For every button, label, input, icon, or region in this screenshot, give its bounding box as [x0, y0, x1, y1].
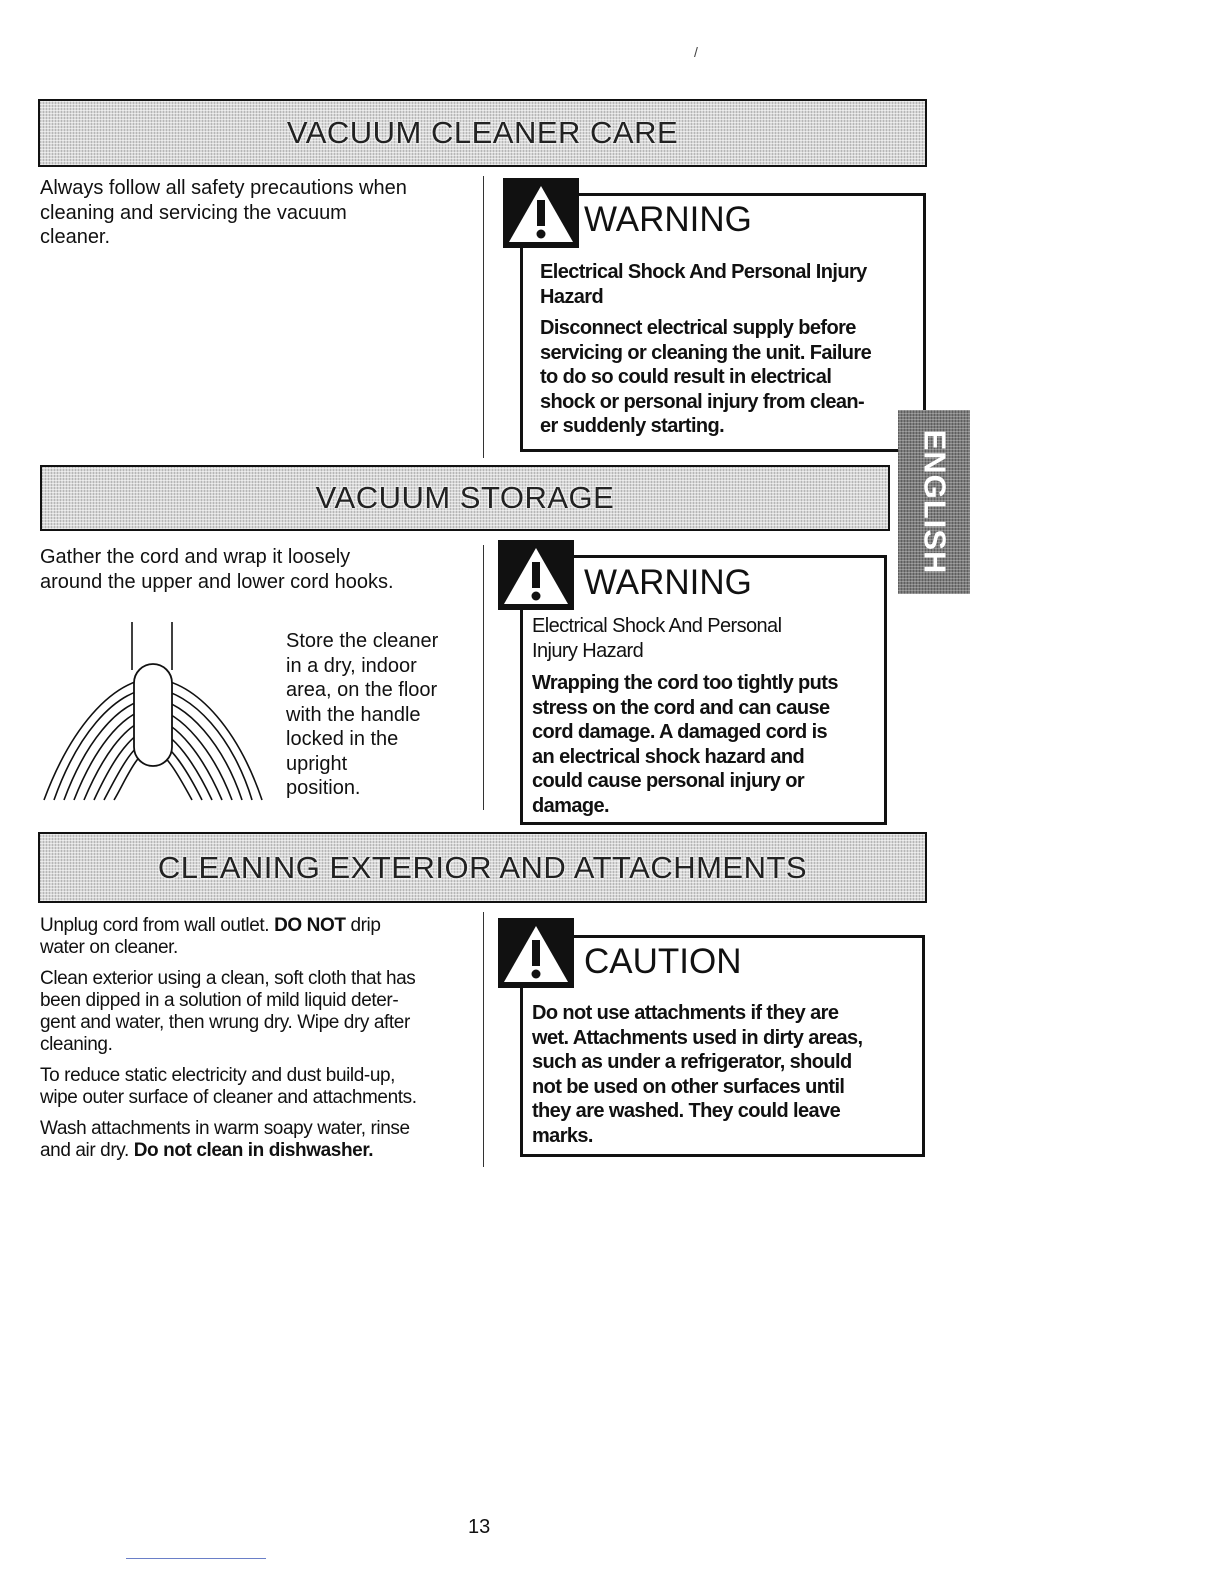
- paragraph: [40, 1065, 480, 1109]
- text-line: er suddenly starting.: [540, 415, 725, 437]
- emphasis: Do not clean in dishwasher.: [133, 1140, 374, 1161]
- section-header-cleaning: [38, 832, 927, 903]
- warning-triangle-icon: [498, 918, 574, 988]
- store-instructions: [286, 629, 471, 801]
- text-run: wipe outer surface of cleaner and attachments.: [40, 1087, 417, 1108]
- text-line: around the upper and lower cord hooks.: [40, 570, 394, 593]
- alert-body: [532, 671, 877, 818]
- text-run: To reduce static electricity and dust build-up,: [40, 1065, 396, 1086]
- alert-body: [532, 1001, 917, 1148]
- section-title: VACUUM CLEANER CARE: [286, 115, 679, 150]
- alert-subtitle: [540, 260, 910, 309]
- text-line: Always follow all safety precautions when: [40, 177, 407, 199]
- text-line: Electrical Shock And Personal Injury: [540, 261, 867, 283]
- text-line: Disconnect electrical supply before: [540, 317, 856, 339]
- alert-subtitle: [532, 614, 877, 663]
- text-line: to do so could result in electrical: [540, 366, 832, 388]
- text-line: in a dry, indoor: [286, 654, 417, 677]
- column-divider: [483, 912, 484, 1167]
- text-line: shock or personal injury from clean-: [540, 390, 865, 413]
- text-line: area, on the floor: [286, 679, 438, 701]
- language-tab-label: ENGLISH: [917, 429, 953, 575]
- text-line: servicing or cleaning the unit. Failure: [540, 341, 872, 364]
- text-line: upright: [286, 752, 348, 775]
- text-line: could cause personal injury or: [532, 770, 805, 792]
- text-run: cleaning.: [40, 1034, 113, 1055]
- text-line: marks.: [532, 1124, 593, 1147]
- text-run: gent and water, then wrung dry. Wipe dry after: [40, 1012, 410, 1033]
- emphasis: DO NOT: [274, 915, 346, 936]
- paragraph: [40, 1118, 480, 1162]
- text-line: wet. Attachments used in dirty areas,: [532, 1026, 863, 1049]
- paragraph: [40, 915, 480, 959]
- alert-body: [540, 316, 910, 439]
- text-run: and air dry.: [40, 1140, 134, 1161]
- text-line: they are washed. They could leave: [532, 1100, 841, 1122]
- column-divider: [483, 176, 484, 458]
- alert-word: WARNING: [584, 563, 752, 602]
- text-line: Electrical Shock And Personal: [532, 615, 782, 637]
- text-run: Clean exterior using a clean, soft cloth that has: [40, 968, 416, 989]
- section-header-storage: [40, 465, 890, 531]
- text-line: Store the cleaner: [286, 630, 439, 652]
- text-line: Gather the cord and wrap it loosely: [40, 546, 351, 568]
- text-line: locked in the: [286, 728, 399, 750]
- text-line: Injury Hazard: [532, 639, 644, 662]
- cleaning-instructions: [40, 915, 480, 1171]
- section-title: CLEANING EXTERIOR AND ATTACHMENTS: [157, 849, 808, 885]
- language-tab: [898, 410, 970, 594]
- section-title: VACUUM STORAGE: [315, 480, 615, 515]
- text-line: position.: [286, 777, 361, 799]
- text-run: Wash attachments in warm soapy water, rinse: [40, 1118, 410, 1139]
- text-line: an electrical shock hazard and: [532, 745, 805, 768]
- text-line: Hazard: [540, 285, 604, 308]
- warning-triangle-icon: [503, 178, 579, 248]
- text-run: Unplug cord from wall outlet.: [40, 915, 275, 936]
- text-run: water on cleaner.: [40, 937, 178, 958]
- text-line: stress on the cord and can cause: [532, 696, 830, 719]
- column-divider: [483, 545, 484, 810]
- storage-intro: [40, 545, 480, 594]
- cord-hook-illustration: [40, 620, 270, 805]
- text-line: such as under a refrigerator, should: [532, 1051, 852, 1073]
- warning-triangle-icon: [498, 540, 574, 610]
- text-line: Do not use attachments if they are: [532, 1002, 839, 1024]
- stray-mark: /: [694, 44, 698, 60]
- care-intro: [40, 176, 470, 250]
- text-line: damage.: [532, 794, 609, 817]
- footer-rule: [126, 1558, 266, 1559]
- text-line: cleaner.: [40, 226, 111, 248]
- text-run: been dipped in a solution of mild liquid deter-: [40, 990, 399, 1011]
- text-run: drip: [345, 915, 381, 936]
- page-number: 13: [468, 1516, 491, 1538]
- text-line: cord damage. A damaged cord is: [532, 721, 828, 743]
- alert-word: CAUTION: [584, 942, 742, 981]
- text-line: with the handle: [286, 703, 421, 726]
- section-header-care: [38, 99, 927, 167]
- paragraph: [40, 968, 480, 1056]
- text-line: Wrapping the cord too tightly puts: [532, 672, 838, 694]
- alert-word: WARNING: [584, 200, 752, 239]
- text-line: not be used on other surfaces until: [532, 1075, 845, 1098]
- text-line: cleaning and servicing the vacuum: [40, 201, 347, 224]
